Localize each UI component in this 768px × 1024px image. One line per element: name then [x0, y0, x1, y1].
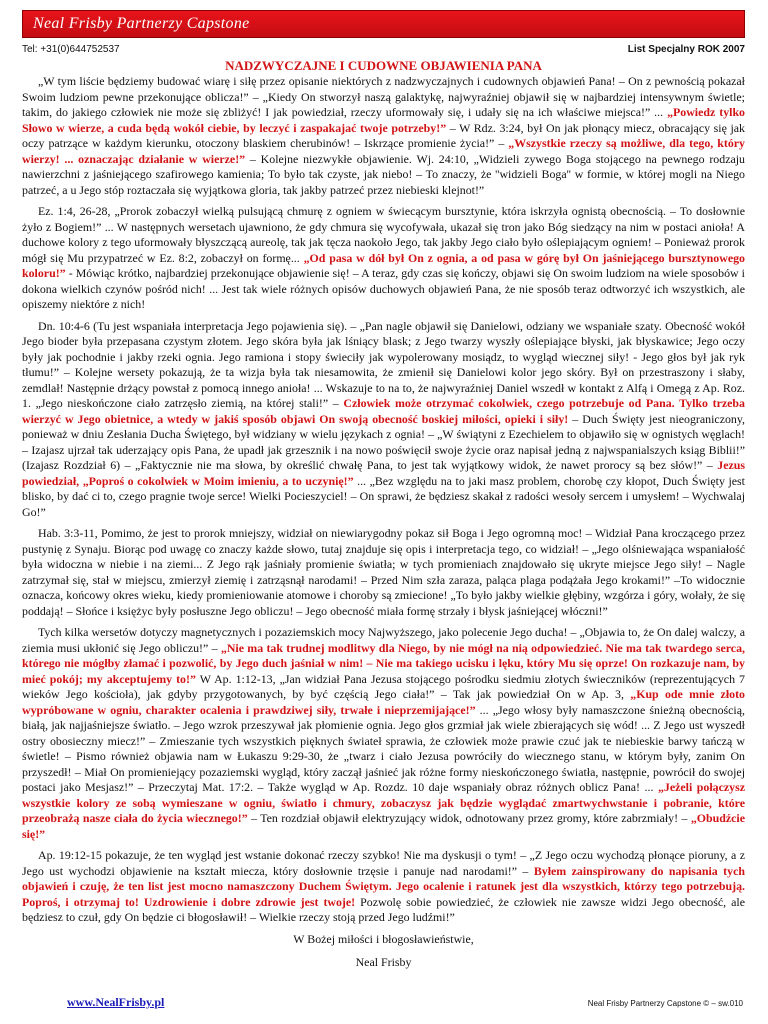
paragraph-text: „W tym liście będziemy budować wiarę i siłę przez opisanie niektórych z nadzwyczajnych i cudownych objawień Pana! – On z pewnością pokazał Swoim ludziom pewne przekonujące oblicza!” – „Kiedy On stworzył naszą galaktykę, najwyraźniej objawił się w najbardziej intensywnym świetle; takim, do jakiego człowiek nie może się zbliżyć! I jak powiedział, rzeczy uformowały się, i udały się na ich właściwe miejsca!” ... — [22, 74, 745, 119]
paragraph-text: - Mówiąc krótko, najbardziej przekonujące objawienie się! – A teraz, gdy czas się kończy, objawi się On swoim ludziom na wiele sposobów i dokona wielkich czynów pośród nich! ... Jest tak wiele różnych opisów duchowych objawień Pana, że nie sposób teraz odtworzyć ich wszystkich, ale opiszemy niektóre z nich! — [22, 266, 745, 311]
paragraph-text: Dn. 10:4-6 (Tu jest wspaniała interpretacja Jego pojawienia się). – „Pan nagle objawił się Danielowi, odziany we wspaniałe szaty. Obecność wokół Jego bioder była przepasana czystym złotem. Jego skóra była jak lśniący blask; z Jego twarzy wyszły oślepiające błyski, jak błyskawice; Jego oczy były jak pochodnie i jakby rzeki ognia. Jego ramiona i stopy świeciły jak wypolerowany mosiądz, to wygląd wiecznej siły! - Jego głos był jak ryk tłumu!” – Kolejne wersety pokazują, że ta wizja była tak niesamowita, że zmienił się Danielowi kolor jego skóry. Był on przestraszony i słaby, zemdlał! Następnie drżący powstał z pomocą innego anioła! ... Wskazuje to na to, że najwyraźniej Daniel wszedł w kontakt z Alfą i Omegą z Ap. Roz. 1. „Jego nieskończone ciało zatrzęsło ziemią, na której stali!” – — [22, 318, 745, 410]
paragraph-text: Ap. 19:12-15 pokazuje, że ten wygląd jest wstanie dokonać rzeczy szybko! Nie ma dyskusji o tym! – „Z Jego oczu wychodzą płonące pioruny, a z Jego ust wychodzi objawienie na kształt miecza, który dosłownie trzęsie i panuje nad narodami!” – — [22, 848, 745, 878]
paragraph-1 — [22, 74, 745, 198]
copyright-text: Neal Frisby Partnerzy Capstone © – sw.010 — [587, 999, 743, 1008]
highlighted-text: „Jeżeli połączysz wszystkie kolory ze sobą wymieszane w ogniu, światło i chmury, zobaczysz jak będzie wyglądać zmartwychwstanie i pobranie, które przeobrażą nasze ciała do życia wiecznego!” — [22, 780, 745, 825]
document-body — [22, 74, 745, 979]
highlighted-text: „Od pasa w dół był On z ognia, a od pasa w górę był On jaśniejącego bursztynowego koloru!” — [22, 250, 746, 280]
paragraph-5 — [22, 625, 745, 842]
paragraph-text: – Ten rozdział objawił elektryzujący widok, odnotowany przez gromy, które zabrzmiały! – — [247, 811, 691, 825]
signature: Neal Frisby — [355, 955, 412, 969]
highlighted-text: „Powiedz tylko Słowo w wierze, a cuda będą wokół ciebie, by leczyć i zaspakajać twoje potrzeby!” — [22, 105, 746, 135]
banner-title: Neal Frisby Partnerzy Capstone — [33, 15, 250, 32]
paragraph-text: ... „Jego włosy były namaszczone śnieżną obecnością, białą, jak najjaśniejsze światło. – Jego wzrok przeszywał jak płomienie ognia. Jego głos grzmiał jak wiele zbierających się wód! ... Z Jego ust wyszedł ostry obosieczny miecz!” – Zmieszanie tych wszystkich pięknych świateł sprawia, że człowiek może prawie czuć jak te niebieskie barwy tańczą w świetle! – Pismo również objawia nam w Łukaszu 9:29-30, że „twarz i ciało Jezusa powróciły do wiecznego stanu, w którym były, zanim On przyszedł! – Miał On promieniejący pozaziemski wygląd, który zaczął jaśnieć jak różne formy nieskończonego światła, następnie, powrócił do swojej postaci jako Mesjasz!” – Przeczytaj Mat. 17:2. – Także wygląd w Ap. Rozdz. 10 daje wspaniały obraz różnych oblicz Pana! ... — [22, 702, 745, 794]
paragraph-4 — [22, 526, 745, 619]
paragraph-text: Hab. 3:3-11, Pomimo, że jest to prorok mniejszy, widział on niewiarygodny pokaz sił Boga i Jego ogromną moc! – Widział Pana kroczącego przez pustynię z Synaju. Biorąc pod uwagę co znaczy każde słowo, tutaj znajduje się opis i interpretacja tego, co widział! – „Jego olśniewająca wspaniałość była widoczna w niebie i na ziemi... Z Jego rąk jaśniały promienie światła; w tych promieniach znajdowało się ukryte miejsce Jego siły! – Nagle zatrzymał się, stał w miejscu, zmierzył ziemię i zatrząsnął narodami! – Przed Nim szła zaraza, paląca plaga podążała Jego krokami!” –To widocznie oznacza, końcowy okres wieku, kiedy promieniowanie atomowe i choroby są zmiecione! „To było jakby wielkie głębiny, wzgórza i góry, wołały, że się poddają! – Słońce i księżyc były posłuszne Jego obliczu! – Jego obecność miała formę strzały i błysk jaśniejącej włóczni!” — [22, 526, 745, 618]
paragraph-2 — [22, 204, 745, 313]
highlighted-text: „Nie ma tak trudnej modlitwy dla Niego, by nie mógł na nią odpowiedzieć. Nie ma tak twardego serca, którego nie mógłby złamać i pozwolić, by Jego duch jaśniał w nim! – Nie ma takiego ucisku i lęku, który Mu się oprze! On rozkazuje nam, by mieć pokój; my akceptujemy to!” — [22, 640, 745, 686]
paragraph-3 — [22, 319, 745, 521]
website-link[interactable]: www.NealFrisby.pl — [67, 995, 165, 1009]
paragraph-text: ... „Bez względu na to jaki masz problem, chorobę czy kłopot, Duch Święty jest blisko, by dać ci to, czego pragnie twoje serce! Wielki Pocieszyciel! – On sprawi, że będziesz skakał z radości wesoły sercem i umysłem! – Wychwalaj Go!” — [22, 473, 745, 519]
closing-greeting: W Bożej miłości i błogosławieństwie, — [293, 931, 474, 946]
highlighted-text: Człowiek może otrzymać cokolwiek, czego potrzebuje od Pana. Tylko trzeba wierzyć w Jego obietnice, a wtedy w jakiś sposób objawi On swoją obecność boskiej miłości, opieki i siły! — [22, 396, 745, 426]
paragraph-text: – Duch Święty jest nieograniczony, ponieważ w dniu Zesłania Ducha Świętego, był widziany w wielu językach z ognia! – „W świątyni z Ezechielem to objawiło się w ognistych węglach! – Izajasz ujrzał tak uderzający opis Pana, że upadł jak grzesznik i na nowo poświęcił swoje życie oraz napisał jedną z najwspanialszych ksiąg Biblii!” (Izajasz Rozdział 6) – „Faktycznie nie ma słowa, by określić chwałę Pana, to jest tak wyjątkowy widok, że nawet prorocy są bez słów!” – — [22, 411, 746, 472]
document-title: NADZWYCZAJNE I CUDOWNE OBJAWIENIA PANA — [225, 58, 542, 73]
page-footer — [22, 995, 745, 1010]
paragraph-text: – W Rdz. 3:24, był On jak płonący miecz, obracający się jak oczy patrzące w każdym kierunku, otoczony blaskiem cherubinów! – Iskrzące promienie życia!” – — [22, 120, 746, 150]
highlighted-text: „Kup ode mnie złoto wypróbowane w ogniu, charakter ocalenia i prawdziwej siły, trwałe i nieprzemijające!” — [22, 687, 745, 717]
paragraph-text: Pozwolę sobie powiedzieć, że człowiek nie zawsze widzi Jego obecność, ale będziesz to czuł, gdy On będzie ci błogosławił! – Wielkie rzeczy stoją przed Jego ludźmi!” — [22, 894, 745, 924]
paragraph-text: Ez. 1:4, 26-28, „Prorok zobaczył wielką pulsującą chmurę z ogniem w świecącym bursztynie, która iskrzyła ognistą obecnością. – To dosłownie żyło z Bogiem!” ... W następnych wersetach ujawniono, że gdy chmura się wycofywała, ukazał się tron jako Bóg siedzący na nim w postaci anioła! A duchowe kolory z tego uformowały błyszczącą aureolę, tak jak tęcza naokoło Jego, tak jakby Jego ciało było oślepiającym ogniem! – Ponieważ prorok mógł się Mu przypatrzeć w Ez. 8:2, zobaczył on formę... — [22, 204, 745, 265]
highlighted-text: „Wszystkie rzeczy są możliwe, dla tego, który wierzy! ... oznaczając działanie w wierze!” — [22, 136, 745, 166]
paragraph-6 — [22, 848, 745, 926]
telephone: Tel: +31(0)644752537 — [22, 44, 120, 55]
highlighted-text: „Obudźcie się!” — [22, 811, 745, 841]
highlighted-text: Jezus powiedział, „Poproś o cokolwiek w Moim imieniu, a to uczynię!” — [22, 458, 745, 488]
list-label: List Specjalny ROK 2007 — [627, 44, 745, 55]
highlighted-text: Byłem zainspirowany do napisania tych objawień i czuję, że ten list jest mocno namaszczony Duchem Świętym. Jego ocalenie i ratunek jest dla wszystkich, którzy tego potrzebują. Poproś, i otrzymaj to! Uzdrowienie i dobre zdrowie jest twoje! — [22, 863, 745, 909]
paragraph-text: – Kolejne niezwykłe objawienie. Wj. 24:10, „Widzieli zywego Boga stojącego na pewnego rodzaju nawierzchni z jaśniejącego szafirowego kamienia; To było tak czyste, jak niebo! – To znaczy, że ''widzieli Boga'' w formie, w której mogli na Niego patrzeć, a u Jego stóp roztaczała się wyjątkowa gloria, tak jakby patrzeć przez niebieski klejnot!” — [22, 151, 745, 197]
contact-row — [22, 44, 745, 55]
header-banner — [22, 10, 745, 38]
paragraph-text: W Ap. 1:12-13, „Jan widział Pana Jezusa stojącego pośrodku siedmiu złotych świeczników (reprezentujących 7 wieków Jego kościoła), jak gdyby przygotowanych, by być częścią Jego ciała!” – Tak jak powiedział On w Ap. 3, — [22, 671, 745, 701]
paragraph-text: Tych kilka wersetów dotyczy magnetycznych i pozaziemskich mocy Najwyższego, jako polecenie Jego ducha! – „Objawia to, że On dalej walczy, a ziemia musi ukłonić się Jego obliczu!” – — [22, 625, 745, 655]
